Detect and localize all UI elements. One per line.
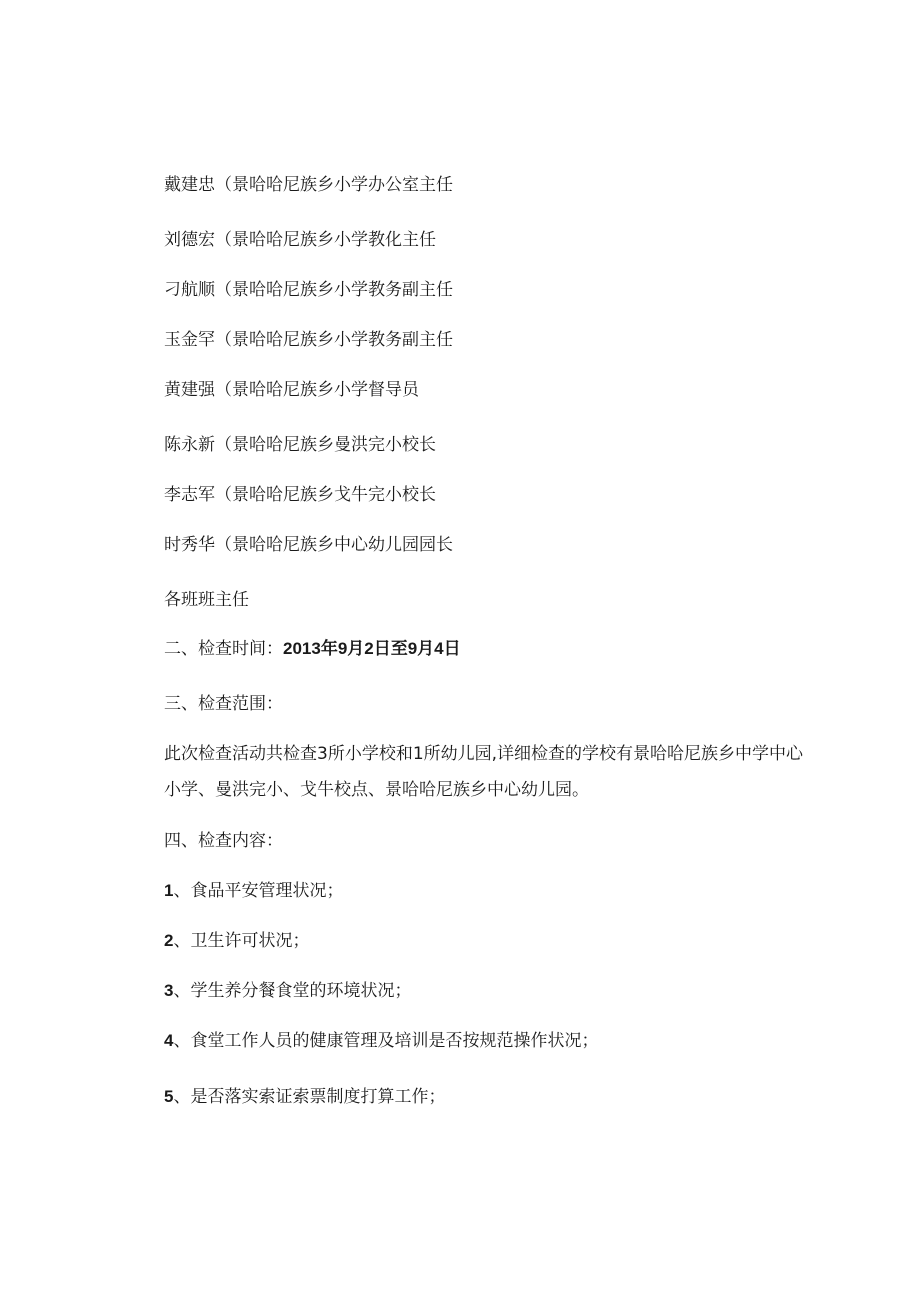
scope-paragraph: 此次检查活动共检查3所小学校和1所幼儿园,详细检查的学校有景哈哈尼族乡中学中心小学、曼洪完小、戈牛校点、景哈哈尼族乡中心幼儿园。 <box>164 744 804 800</box>
staff-line <box>164 229 436 251</box>
item-text: 、食品平安管理状况； <box>173 881 344 901</box>
inspection-time-value: 2013年9月2日至9月4日 <box>283 639 461 658</box>
item-text: 、学生养分餐食堂的环境状况； <box>173 981 412 1001</box>
staff-line <box>164 484 436 506</box>
staff-name: 黄建强 <box>164 380 215 400</box>
item-text: 、是否落实索证索票制度打算工作； <box>173 1087 446 1107</box>
staff-role: （景哈哈尼族乡曼洪完小校长 <box>215 435 436 455</box>
item-number: 4 <box>164 1031 174 1050</box>
content-item <box>164 1086 445 1108</box>
staff-role: （景哈哈尼族乡小学教务副主任 <box>215 280 453 300</box>
content-item <box>164 930 309 952</box>
item-number: 2 <box>164 931 174 950</box>
item-text: 、食堂工作人员的健康管理及培训是否按规范操作状况； <box>173 1031 599 1051</box>
staff-role: （景哈哈尼族乡小学办公室主任 <box>215 175 453 195</box>
section-3-heading: 三、检查范围： <box>164 694 283 714</box>
staff-line <box>164 329 453 351</box>
item-text: 、卫生许可状况； <box>173 931 310 951</box>
content-item <box>164 1030 598 1052</box>
staff-role: （景哈哈尼族乡小学教化主任 <box>215 230 436 250</box>
staff-line <box>164 379 419 401</box>
staff-name: 玉金罕 <box>164 330 215 350</box>
staff-name: 陈永新 <box>164 435 215 455</box>
item-number: 1 <box>164 881 174 900</box>
staff-line <box>164 534 453 556</box>
section-2-heading <box>164 638 461 660</box>
staff-name: 刁航顺 <box>164 280 215 300</box>
content-item <box>164 880 343 902</box>
staff-role: （景哈哈尼族乡中心幼儿园园长 <box>215 535 453 555</box>
staff-line <box>164 434 436 456</box>
section-4-heading: 四、检查内容： <box>164 831 283 851</box>
staff-line <box>164 279 453 301</box>
staff-role: （景哈哈尼族乡小学教务副主任 <box>215 330 453 350</box>
staff-line <box>164 174 453 196</box>
staff-name: 刘德宏 <box>164 230 215 250</box>
staff-name: 时秀华 <box>164 535 215 555</box>
item-number: 5 <box>164 1087 174 1106</box>
class-teachers-line: 各班班主任 <box>164 590 249 610</box>
staff-role: （景哈哈尼族乡戈牛完小校长 <box>215 485 436 505</box>
staff-role: （景哈哈尼族乡小学督导员 <box>215 380 419 400</box>
section-2-label: 二、检查时间： <box>164 639 283 659</box>
staff-name: 戴建忠 <box>164 175 215 195</box>
content-item <box>164 980 411 1002</box>
staff-name: 李志军 <box>164 485 215 505</box>
item-number: 3 <box>164 981 174 1000</box>
